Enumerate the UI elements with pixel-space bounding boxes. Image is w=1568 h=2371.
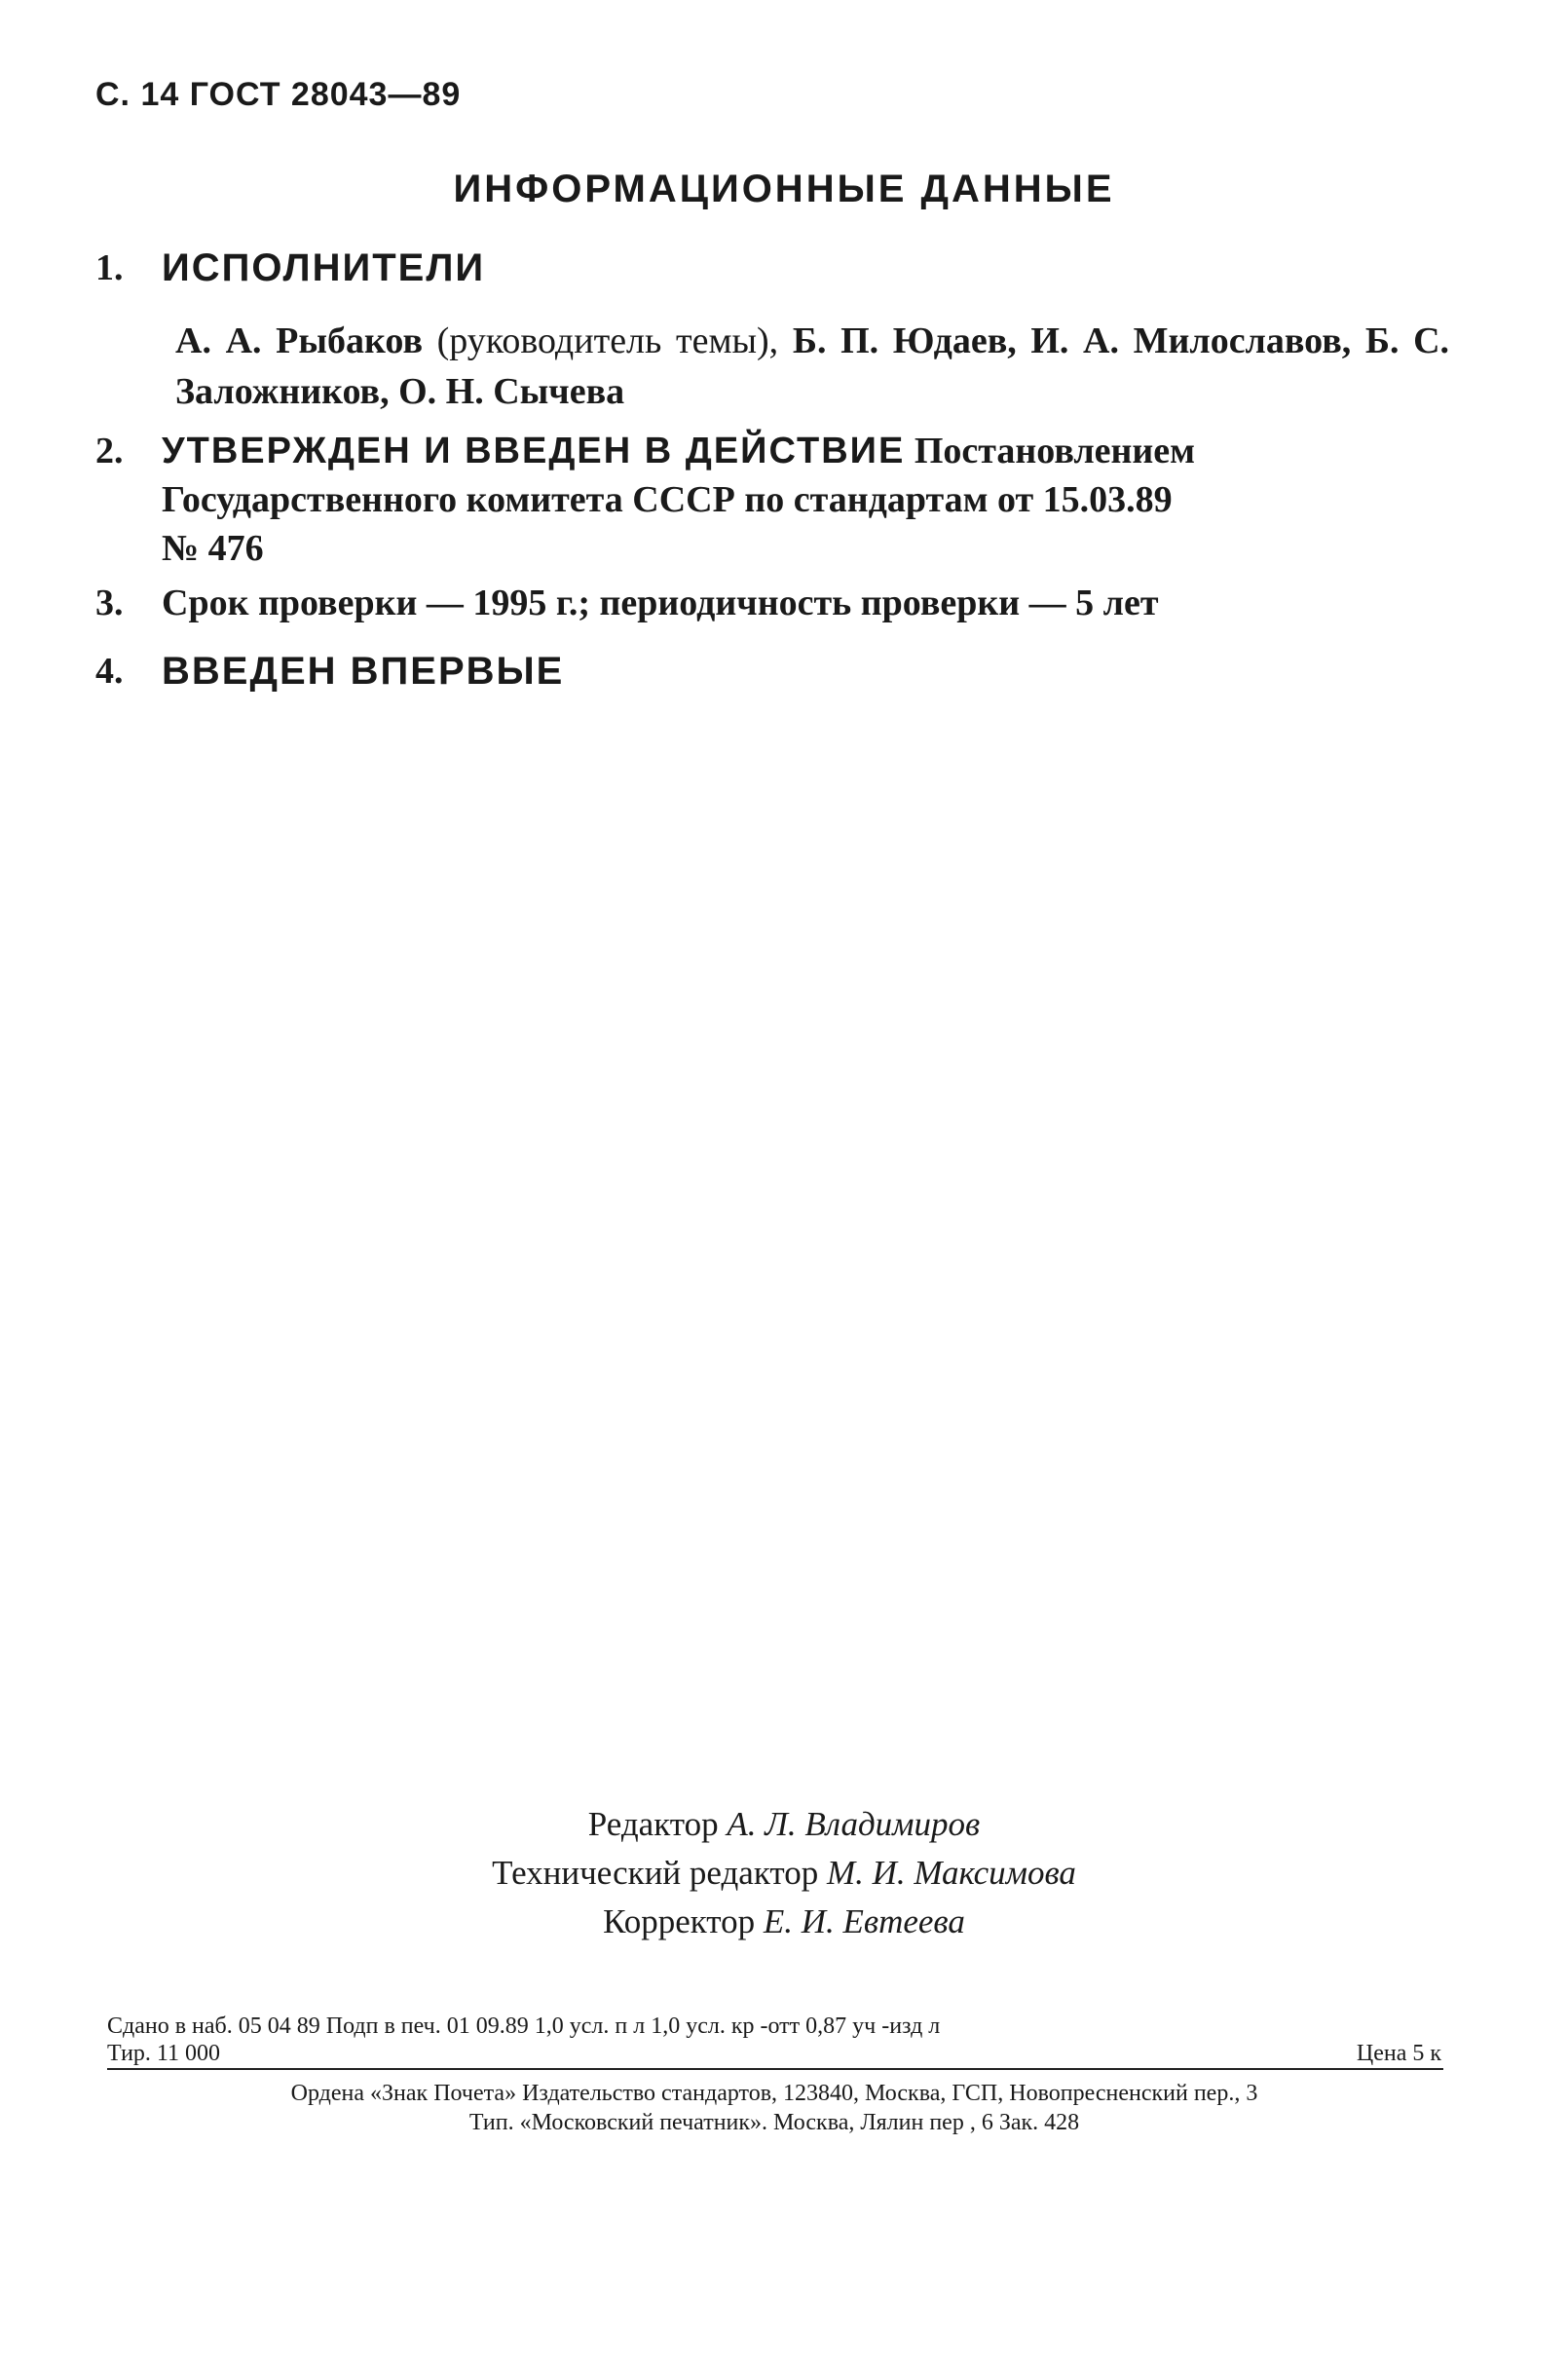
publisher-block [97, 2079, 1451, 2137]
publisher-line: Ордена «Знак Почета» Издательство стандартов, 123840, Москва, ГСП, Новопресненский пер., 3 [290, 2081, 1258, 2106]
credit-role: Корректор [603, 1902, 756, 1940]
credit-line [0, 1800, 1568, 1849]
approval-text-line2: Государственного комитета СССР по стандартам от 15.03.89 [162, 479, 1173, 520]
item-number: 2. [95, 431, 124, 471]
imprint-row [107, 2040, 1441, 2067]
imprint-line: Сдано в наб. 05 04 89 Подп в печ. 01 09.89 1,0 усл. п л 1,0 усл. кр -отт 0,87 уч -изд л [107, 2013, 941, 2039]
credit-line [0, 1849, 1568, 1898]
credit-line [0, 1898, 1568, 1946]
performers-list [175, 316, 1449, 417]
approval-text [162, 427, 1449, 573]
item-number: 1. [95, 247, 124, 288]
item-number: 4. [95, 651, 124, 692]
approval-text-line1: Постановлением [914, 431, 1196, 471]
editorial-credits [0, 1800, 1568, 1946]
credit-name: А. Л. Владимиров [727, 1805, 981, 1843]
credit-role: Технический редактор [492, 1854, 819, 1892]
approval-text-line3: № 476 [162, 528, 264, 569]
performer-note: (руководитель темы), [436, 320, 779, 361]
divider [107, 2068, 1443, 2070]
price: Цена 5 к [1356, 2041, 1441, 2066]
section-heading: ИСПОЛНИТЕЛИ [162, 246, 486, 289]
imprint-block [107, 2013, 1441, 2067]
performer-name: Б. С. Заложников, [175, 320, 1450, 412]
print-run: Тир. 11 000 [107, 2041, 221, 2066]
performer-name: О. Н. Сычева [398, 371, 625, 412]
credit-role: Редактор [587, 1805, 719, 1843]
section-heading: ВВЕДЕН ВПЕРВЫЕ [162, 650, 565, 693]
performer-name: И. А. Милославов, [1030, 320, 1352, 361]
credit-name: М. И. Максимова [826, 1854, 1076, 1892]
review-period-text: Срок проверки — 1995 г.; периодичность проверки — 5 лет [162, 583, 1159, 623]
section-heading: УТВЕРЖДЕН И ВВЕДЕН В ДЕЙСТВИЕ [162, 431, 906, 471]
item-number: 3. [95, 583, 124, 623]
performer-name: А. А. Рыбаков [175, 320, 423, 361]
page-title: ИНФОРМАЦИОННЫЕ ДАННЫЕ [453, 168, 1115, 210]
performer-name: Б. П. Юдаев, [792, 320, 1017, 361]
running-head: С. 14 ГОСТ 28043—89 [95, 76, 462, 113]
credit-name: Е. И. Евтеева [763, 1902, 965, 1940]
printer-line: Тип. «Московский печатник». Москва, Лялин пер , 6 Зак. 428 [468, 2110, 1080, 2135]
